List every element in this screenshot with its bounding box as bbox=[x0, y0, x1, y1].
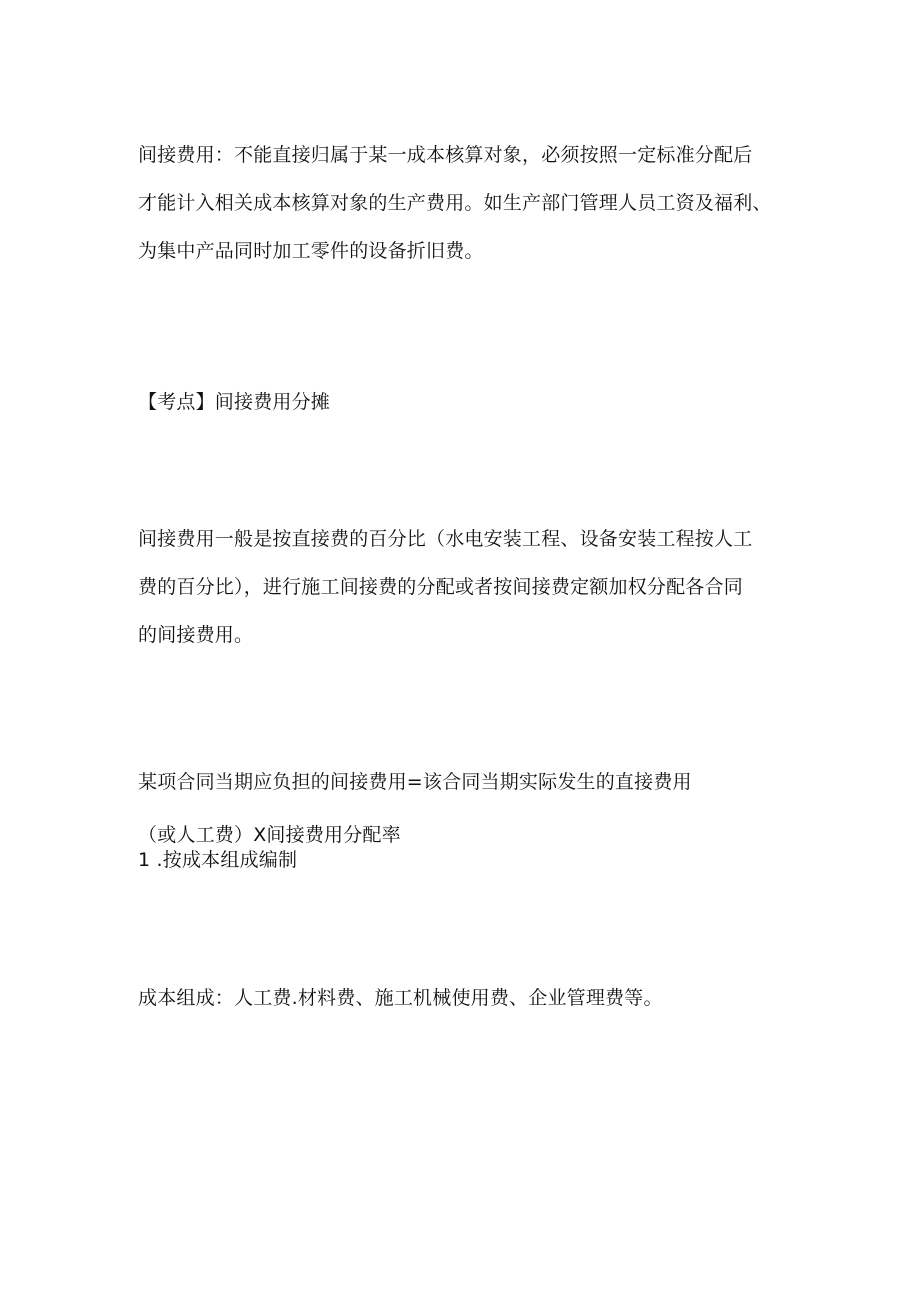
paragraph-3: 成本组成：人工费.材料费、施工机械使用费、企业管理费等。 bbox=[138, 987, 663, 1009]
section-heading-kaodian: 【考点】间接费用分摊 bbox=[138, 391, 331, 413]
formula-line-1: 某项合同当期应负担的间接费用=该合同当期实际发生的直接费用 bbox=[138, 771, 692, 793]
paragraph-2-line-3: 的间接费用。 bbox=[138, 624, 254, 646]
formula-line-2: （或人工费）X间接费用分配率 bbox=[138, 824, 401, 846]
paragraph-1-line-1: 间接费用：不能直接归属于某一成本核算对象，必须按照一定标准分配后 bbox=[138, 144, 753, 166]
list-item-1: 1 .按成本组成编制 bbox=[138, 849, 298, 871]
paragraph-2-line-2: 费的百分比），进行施工间接费的分配或者按间接费定额加权分配各合同 bbox=[138, 576, 743, 598]
paragraph-1-line-3: 为集中产品同时加工零件的设备折旧费。 bbox=[138, 240, 484, 262]
paragraph-1-line-2: 才能计入相关成本核算对象的生产费用。如生产部门管理人员工资及福利、 bbox=[138, 192, 772, 214]
paragraph-2-line-1: 间接费用一般是按直接费的百分比（水电安装工程、设备安装工程按人工 bbox=[138, 528, 753, 550]
